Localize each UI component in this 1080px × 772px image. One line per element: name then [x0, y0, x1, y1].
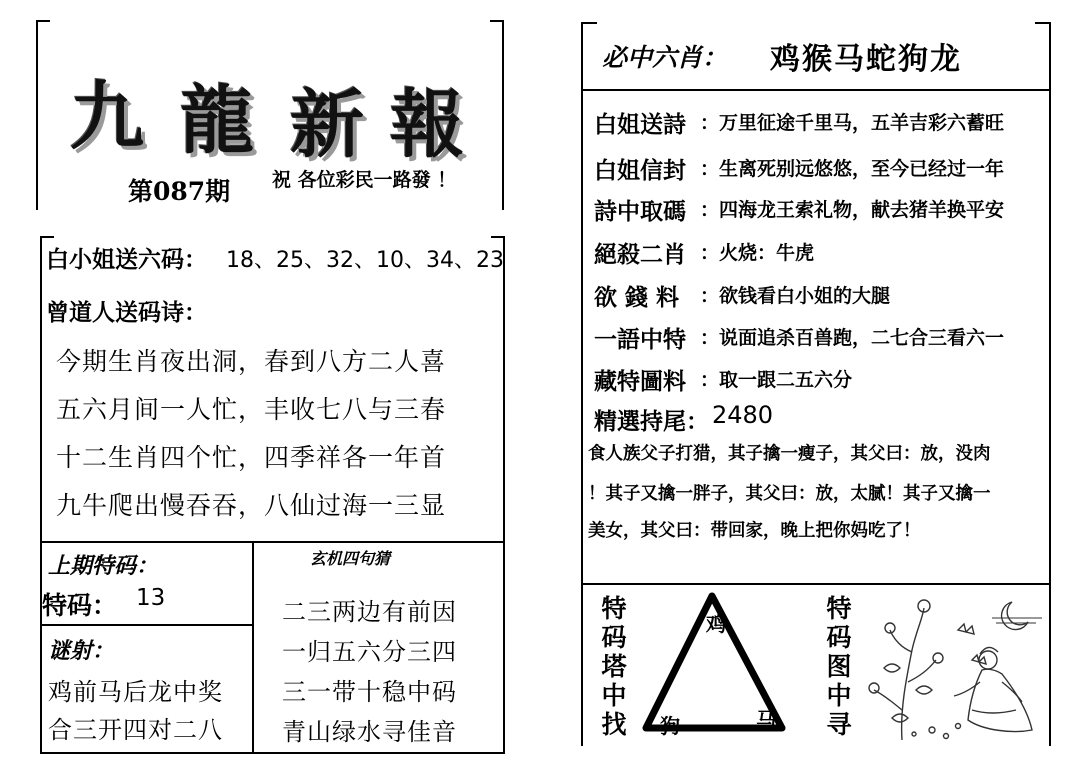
guess-line: 青山绿水寻佳音: [282, 718, 457, 746]
last-issue-label: 特码：: [42, 591, 118, 620]
poem-line: 五六月间一人忙，丰收七八与三春: [56, 395, 447, 424]
poem-line: 今期生肖夜出洞，春到八方二人喜: [56, 347, 447, 376]
divider: [581, 583, 1051, 585]
must-six-label: 必中六肖：: [602, 43, 728, 72]
row-label: 藏特圖料: [594, 369, 686, 395]
must-six-value: 鸡猴马蛇狗龙: [770, 42, 962, 77]
six-codes: 18、25、32、10、34、23: [226, 248, 504, 273]
divider: [1035, 22, 1051, 24]
row-value: ：生离死别远悠悠，至今已经过一年: [700, 158, 1005, 180]
flower-bloom: [933, 653, 943, 663]
masthead-char: 龍: [180, 78, 254, 164]
poem-line: 九牛爬出慢吞吞，八仙过海一三显: [56, 491, 447, 520]
last-issue-value: 13: [136, 585, 166, 611]
guess-line: 一归五六分三四: [282, 638, 457, 666]
row-label: 一語中特: [594, 327, 686, 353]
row-value: ：火烧：牛虎: [700, 242, 815, 264]
lady-flowers-illustration: [862, 590, 1046, 746]
tower-node: 马: [756, 708, 776, 732]
masthead-char: 九: [70, 74, 144, 160]
tail-label: 精選持尾：: [594, 409, 709, 435]
story-line: 食人族父子打猎，其子擒一瘦子，其父曰：放，没肉: [588, 444, 991, 464]
divider: [581, 22, 583, 746]
row-label: 詩中取碼: [594, 199, 686, 225]
tail-value: 2480: [712, 401, 774, 429]
tower-node: 狗: [660, 714, 680, 738]
issue-number: 第087期: [128, 177, 231, 206]
six-codes-label: 白小姐送六码：: [46, 247, 207, 273]
guess-title: 玄机四句猜: [310, 549, 391, 568]
moon-icon: [1002, 602, 1028, 630]
row-label: 白姐送詩: [594, 112, 686, 138]
greeting: 祝 各位彩民一路發 ！: [272, 169, 457, 191]
seated-figure: [954, 647, 1032, 731]
poem-line: 十二生肖四个忙，四季祥各一年首: [56, 443, 447, 472]
tower-node: 鸡: [706, 612, 726, 636]
row-label: 欲 錢 料: [594, 285, 680, 311]
story-line: 美女，其父曰：带回家，晚上把你妈吃了！: [588, 521, 921, 541]
divider: [581, 89, 1051, 91]
divider: [581, 22, 597, 24]
riddle-line: 合三开四对二八: [48, 716, 223, 744]
flower-bloom: [869, 683, 879, 693]
tower-label: 特码塔中找: [601, 594, 627, 739]
row-label: 絕殺二肖: [594, 242, 686, 268]
butterfly-icon: [958, 624, 974, 634]
masthead-char: 新: [290, 82, 364, 168]
guess-line: 三一带十稳中码: [282, 678, 457, 706]
row-value: ：说面追杀百兽跑，二七合三看六一: [700, 327, 1005, 349]
masthead-char: 報: [390, 82, 464, 168]
row-label: 白姐信封: [594, 158, 686, 184]
last-issue-title: 上期特码：: [48, 553, 159, 579]
story-line: ！其子又擒一胖子，其父曰：放，太腻！其子又擒一: [588, 484, 991, 504]
row-value: ：万里征途千里马，五羊吉彩六蓄旺: [700, 112, 1005, 134]
poem-title: 曾道人送码诗：: [46, 300, 207, 326]
guess-line: 二三两边有前因: [282, 598, 457, 626]
row-value: ：欲钱看白小姐的大腿: [700, 285, 891, 307]
row-value: ：取一跟二五六分: [700, 369, 853, 391]
divider: [1049, 22, 1051, 746]
riddle-line: 鸡前马后龙中奖: [48, 678, 223, 706]
row-value: ：四海龙王索礼物，献去猪羊换平安: [700, 199, 1005, 221]
riddle-title: 谜射：: [48, 638, 115, 664]
picture-label: 特码图中寻: [826, 594, 852, 739]
